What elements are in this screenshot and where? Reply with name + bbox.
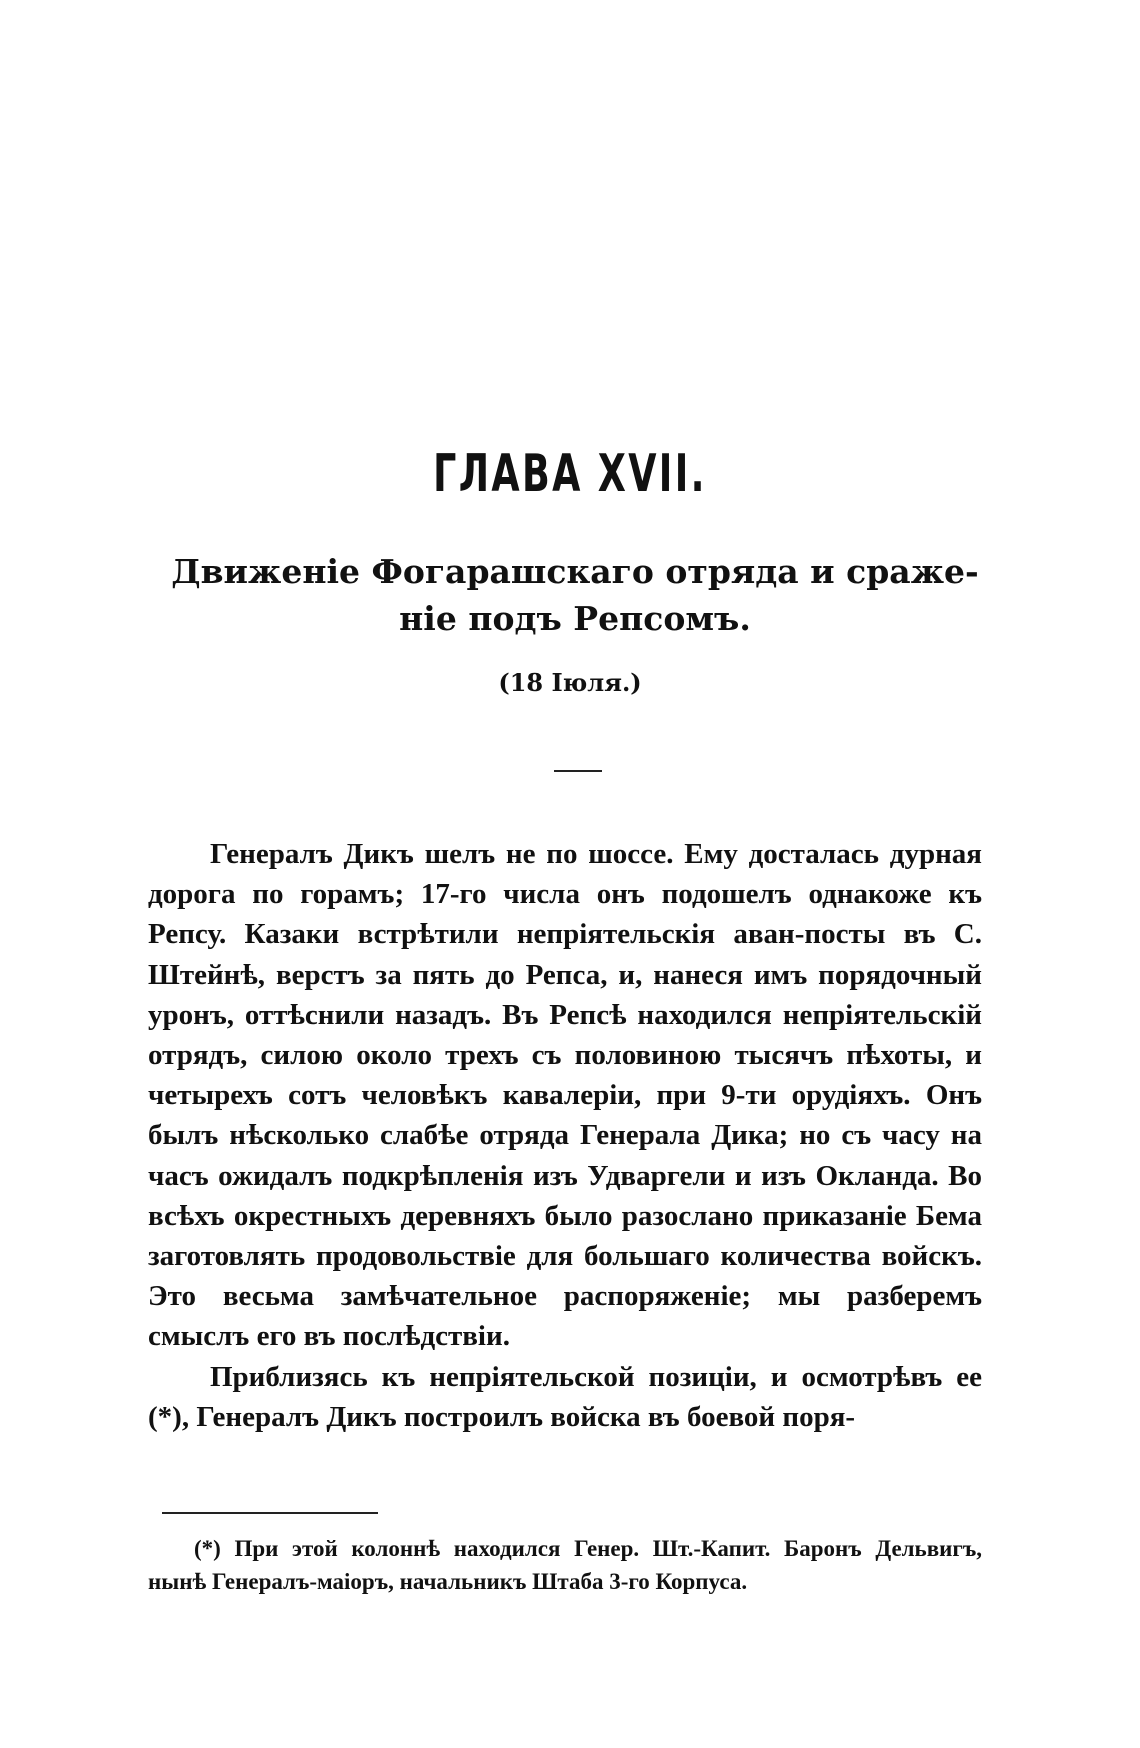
chapter-heading: ГЛАВА XVII. bbox=[433, 444, 707, 504]
chapter-date: (18 Іюля.) bbox=[498, 668, 642, 697]
chapter-subtitle: Движеніе Фогарашскаго отряда и сраже-ніе подъ Репсомъ. bbox=[171, 552, 979, 638]
body-text bbox=[148, 834, 982, 1437]
footnote-divider bbox=[162, 1512, 378, 1514]
footnote bbox=[148, 1532, 982, 1598]
section-divider bbox=[554, 770, 602, 772]
footnote-paragraph: (*) При этой колоннѣ находился Генер. Шт.-Капит. Баронъ Дельвигъ, нынѣ Генералъ-маіоръ, начальникъ Штаба 3-го Корпуса. bbox=[148, 1536, 982, 1594]
body-paragraph-2: Приблизясь къ непріятельской позиціи, и осмотрѣвъ ее (*), Генералъ Дикъ построилъ войска въ боевой поря- bbox=[148, 1360, 982, 1433]
body-paragraph-1: Генералъ Дикъ шелъ не по шоссе. Ему досталась дурная дорога по горамъ; 17-го числа онъ подошелъ однакоже къ Репсу. Казаки встрѣтили непріятельскія аван-посты въ С. Штейнѣ, верстъ за пять до Репса, и, нанеся имъ порядочный уронъ, оттѣснили назадъ. Въ Репсѣ находился непріятельскій отрядъ, силою около трехъ съ половиною тысячъ пѣхоты, и четырехъ сотъ человѣкъ кавалеріи, при 9-ти орудіяхъ. Онъ былъ нѣсколько слабѣе отряда Генерала Дика; но съ часу на часъ ожидалъ подкрѣпленія изъ Удваргели и изъ Окланда. Во всѣхъ окрестныхъ деревняхъ было разослано приказаніе Бема заготовлять продовольствіе для большаго количества войскъ. Это весьма замѣчательное распоряженіе; мы разберемъ смыслъ его въ послѣдствіи. bbox=[148, 838, 982, 1353]
